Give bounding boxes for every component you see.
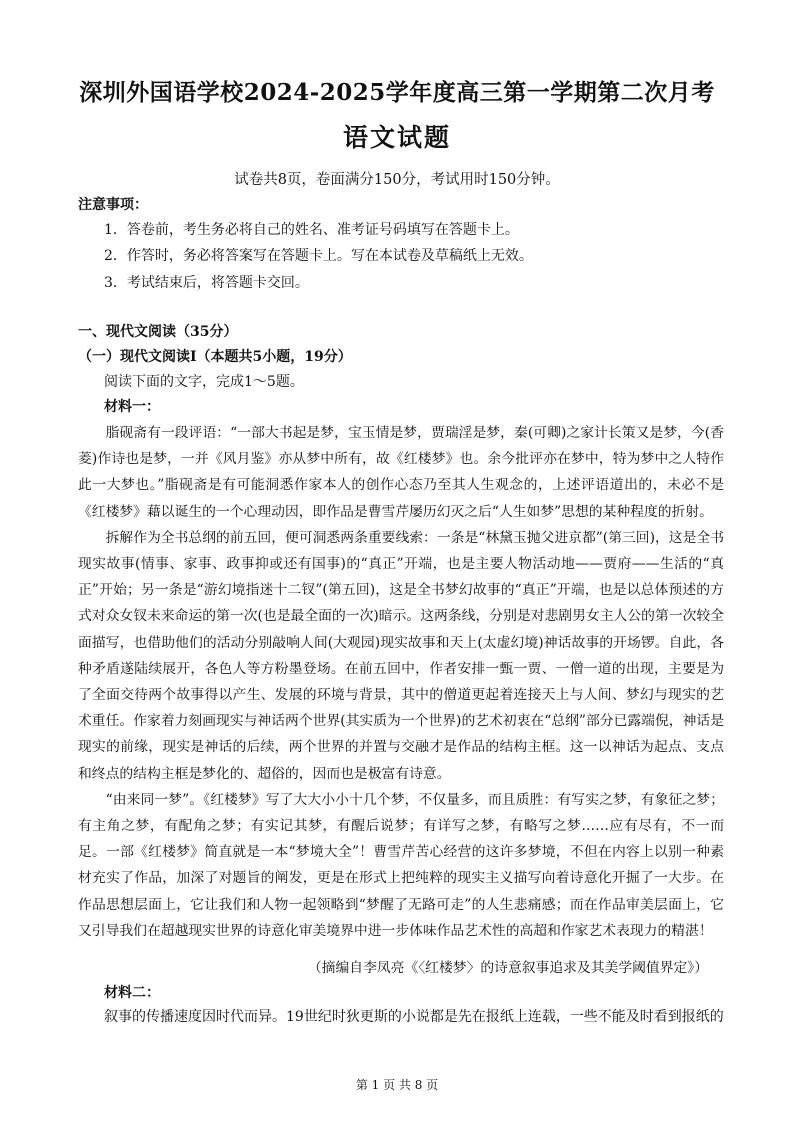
subsection-heading: （一）现代文阅读Ⅰ（本题共5小题，19分） bbox=[78, 349, 352, 365]
paragraph: 拆解作为全书总纲的前五回，便可洞悉两条重要线索：一条是“林黛玉抛父进京都”(第三回)，这是全书现实故事(情事、家事、政事抑或还有国事)的“真正”开端，也是主要人物活动地——贾府——生活的“真正”开始；另一条是“游幻境指迷十二钗”(第五回)，这是全书梦幻故事的“真正”开端，也是以总体预述的方式对众女钗未来命运的第一次(也是最全面的一次)暗示。这两条线，分别是对悲剧男女主人公的第一次较全面描写，也借助他们的活动分别敲响人间(大观园)现实故事和天上(太虚幻境)神话故事的开场锣。自此，各种矛盾遂陆续展开，各色人等方粉墨登场。在前五回中，作者安排一甄一贾、一僧一道的出现，主要是为了全面交待两个故事得以产生、发展的环境与背景，其中的僧道更起着连接天上与人间、梦幻与现实的艺术重任。作家着力刻画现实与神话两个世界(其实质为一个世界)的艺术初衷在“总纲”部分已露端倪，神话是现实的前缘，现实是神话的后续，两个世界的并置与交融才是作品的结构主框。这一以神话为起点、支点和终点的结构主框是梦化的、超俗的，因而也是极富有诗意。 bbox=[78, 529, 724, 782]
material-1-body bbox=[78, 420, 724, 944]
exam-info: 试卷共8页，卷面满分150分，考试用时150分钟。 bbox=[234, 172, 560, 188]
material-2-first-line: 叙事的传播速度因时代而异。19世纪时狄更斯的小说都是先在报纸上连载，一些不能及时看到报纸的 bbox=[104, 1009, 724, 1025]
notice-item: 2．作答时，务必将答案写在答题卡上。写在本试卷及草稿纸上无效。 bbox=[104, 248, 533, 264]
paragraph: 脂砚斋有一段评语：“一部大书起是梦，宝玉情是梦，贾瑞淫是梦，秦(可卿)之家计长策又是梦，今(香菱)作诗也是梦，一并《风月鉴》亦从梦中所有，故《红楼梦》也。余今批评亦在梦中，特为梦中之人特作此一大梦也。”脂砚斋是有可能洞悉作家本人的创作心态乃至其人生观念的，上述评语道出的，未必不是《红楼梦》藉以诞生的一个心理动因，即作品是曹雪芹屡历幻灭之后“人生如梦”思想的某种程度的折射。 bbox=[78, 425, 724, 520]
material-label: 材料二： bbox=[104, 985, 160, 1001]
material-label: 材料一： bbox=[104, 399, 160, 415]
paragraph: “由来同一梦”。《红楼梦》写了大大小小十几个梦，不仅量多，而且质胜：有写实之梦，有象征之梦；有主角之梦，有配角之梦；有实记其梦，有醒后说梦；有详写之梦，有略写之梦……应有尽有，不一而足。一部《红楼梦》简直就是一本“梦境大全”！曹雪芹苦心经营的这许多梦境，不但在内容上以别一种素材充实了作品，加深了对题旨的阐发，更是在形式上把纯粹的现实主义描写向着诗意化开掘了一大步。在作品思想层面上，它让我们和人物一起领略到“梦醒了无路可走”的人生悲痛感；而在作品审美层面上，它又引导我们在超越现实世界的诗意化审美境界中进一步体味作品艺术性的高超和作家艺术表现力的精湛！ bbox=[78, 791, 724, 939]
reading-instruction: 阅读下面的文字，完成1～5题。 bbox=[104, 374, 304, 390]
notice-item: 3．考试结束后，将答题卡交回。 bbox=[104, 275, 309, 291]
exam-title: 深圳外国语学校2024-2025学年度高三第一学期第二次月考 bbox=[79, 79, 715, 106]
notice-heading: 注意事项： bbox=[78, 197, 148, 213]
section-heading: 一、现代文阅读（35分） bbox=[78, 324, 238, 340]
material-source: （摘编自李凤亮《〈红楼梦〉的诗意叙事追求及其美学阈值界定》） bbox=[307, 960, 708, 976]
page-number: 第 1 页 共 8 页 bbox=[355, 1078, 439, 1092]
exam-subtitle: 语文试题 bbox=[342, 123, 451, 152]
notice-item: 1．答卷前，考生务必将自己的姓名、准考证号码填写在答题卡上。 bbox=[104, 222, 519, 238]
